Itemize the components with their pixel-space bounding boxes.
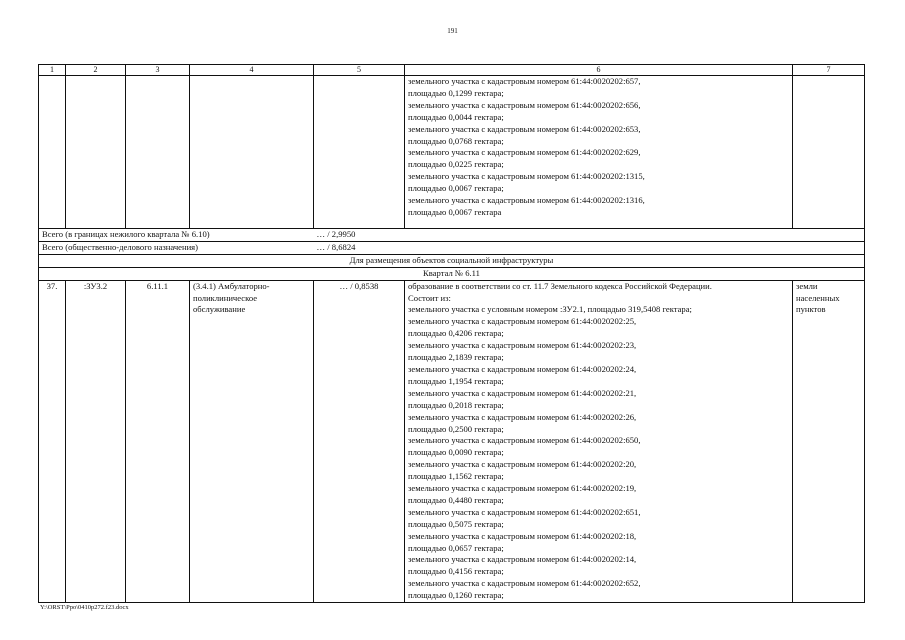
block-title-row [39, 267, 865, 280]
description-line: площадью 0,0657 гектара; [408, 542, 504, 553]
row-number: 37. [39, 280, 66, 602]
header-col-1: 1 [39, 65, 66, 76]
plot-code: :ЗУ3.2 [66, 280, 126, 602]
plot-area: … / 0,8538 [314, 280, 405, 602]
description-line: земельного участка с кадастровым номером 61:44:0020202:26, [408, 411, 637, 422]
description-line: земельного участка с кадастровым номером 61:44:0020202:21, [408, 387, 637, 398]
description-line: площадью 0,4156 гектара; [408, 566, 504, 577]
continuation-line: площадью 0,0067 гектара; [408, 183, 504, 194]
continuation-line: площадью 0,0225 гектара; [408, 159, 504, 170]
quarter-number: 6.11.1 [126, 280, 190, 602]
continuation-line: земельного участка с кадастровым номером 61:44:0020202:629, [408, 147, 641, 158]
continuation-line: площадью 0,0067 гектара [408, 206, 502, 217]
description-line: образование в соответствии со ст. 11.7 Земельного кодекса Российской Федерации. [408, 280, 712, 291]
header-col-7: 7 [793, 65, 865, 76]
description-line: площадью 0,5075 гектара; [408, 518, 504, 529]
description-line: площадью 2,1839 гектара; [408, 352, 504, 363]
header-col-5: 5 [314, 65, 405, 76]
header-col-4: 4 [190, 65, 314, 76]
total-value: … / 8,6824 [314, 241, 865, 254]
continuation-line: площадью 0,1299 гектара; [408, 87, 504, 98]
description-line: площадью 0,2500 гектара; [408, 423, 504, 434]
continuation-line: земельного участка с кадастровым номером 61:44:0020202:656, [408, 99, 641, 110]
section-title: Для размещения объектов социальной инфраструктуры [39, 254, 865, 267]
continuation-line: земельного участка с кадастровым номером 61:44:0020202:1315, [408, 171, 645, 182]
total-label: Всего (в границах нежилого квартала № 6.10) [39, 229, 314, 242]
description-line: земельного участка с кадастровым номером 61:44:0020202:24, [408, 363, 637, 374]
continuation-row [39, 76, 865, 229]
description-line: земельного участка с кадастровым номером 61:44:0020202:25, [408, 316, 637, 327]
total-label: Всего (общественно-делового назначения) [39, 241, 314, 254]
land-category: земли населенных пунктов [793, 280, 865, 602]
description-line: земельного участка с кадастровым номером 61:44:0020202:650, [408, 435, 641, 446]
land-plots-table [38, 64, 865, 603]
description-line: площадью 0,4480 гектара; [408, 494, 504, 505]
continuation-line: земельного участка с кадастровым номером 61:44:0020202:657, [408, 76, 641, 86]
description-line: земельного участка с кадастровым номером 61:44:0020202:652, [408, 578, 641, 589]
header-col-3: 3 [126, 65, 190, 76]
total-row-public-business [39, 241, 865, 254]
description-line: земельного участка с кадастровым номером 61:44:0020202:23, [408, 340, 637, 351]
header-col-2: 2 [66, 65, 126, 76]
description-line: земельного участка с кадастровым номером 61:44:0020202:651, [408, 506, 641, 517]
continuation-composition [405, 76, 793, 229]
header-row [39, 65, 865, 76]
formation-description [405, 280, 793, 602]
continuation-line: площадью 0,0044 гектара; [408, 111, 504, 122]
file-path-footer: Y:\ORST\Ppo\0410p272.f23.docx [40, 604, 129, 611]
block-title: Квартал № 6.11 [39, 267, 865, 280]
continuation-line: земельного участка с кадастровым номером 61:44:0020202:1316, [408, 195, 645, 206]
description-line: Состоит из: [408, 292, 451, 303]
description-line: площадью 1,1954 гектара; [408, 375, 504, 386]
description-line: площадью 0,4206 гектара; [408, 328, 504, 339]
description-line: площадью 1,1562 гектара; [408, 471, 504, 482]
description-line: площадью 0,2018 гектара; [408, 399, 504, 410]
description-line: площадью 0,1260 гектара; [408, 590, 504, 601]
description-line: земельного участка с кадастровым номером 61:44:0020202:19, [408, 483, 637, 494]
continuation-line: площадью 0,0768 гектара; [408, 135, 504, 146]
header-col-6: 6 [405, 65, 793, 76]
permitted-use: (3.4.1) Амбулаторно-поликлиническое обслуживание [190, 280, 314, 602]
page-number: 191 [447, 27, 458, 35]
description-line: площадью 0,0090 гектара; [408, 447, 504, 458]
description-line: земельного участка с кадастровым номером 61:44:0020202:14, [408, 554, 637, 565]
table-row [39, 280, 865, 602]
continuation-line: земельного участка с кадастровым номером 61:44:0020202:653, [408, 123, 641, 134]
description-line: земельного участка с кадастровым номером 61:44:0020202:20, [408, 459, 637, 470]
total-row-residential-block [39, 229, 865, 242]
description-line: земельного участка с кадастровым номером 61:44:0020202:18, [408, 530, 637, 541]
section-title-row [39, 254, 865, 267]
total-value: … / 2,9950 [314, 229, 865, 242]
description-line: земельного участка с условным номером :ЗУ2.1, площадью 319,5408 гектара; [408, 304, 692, 315]
